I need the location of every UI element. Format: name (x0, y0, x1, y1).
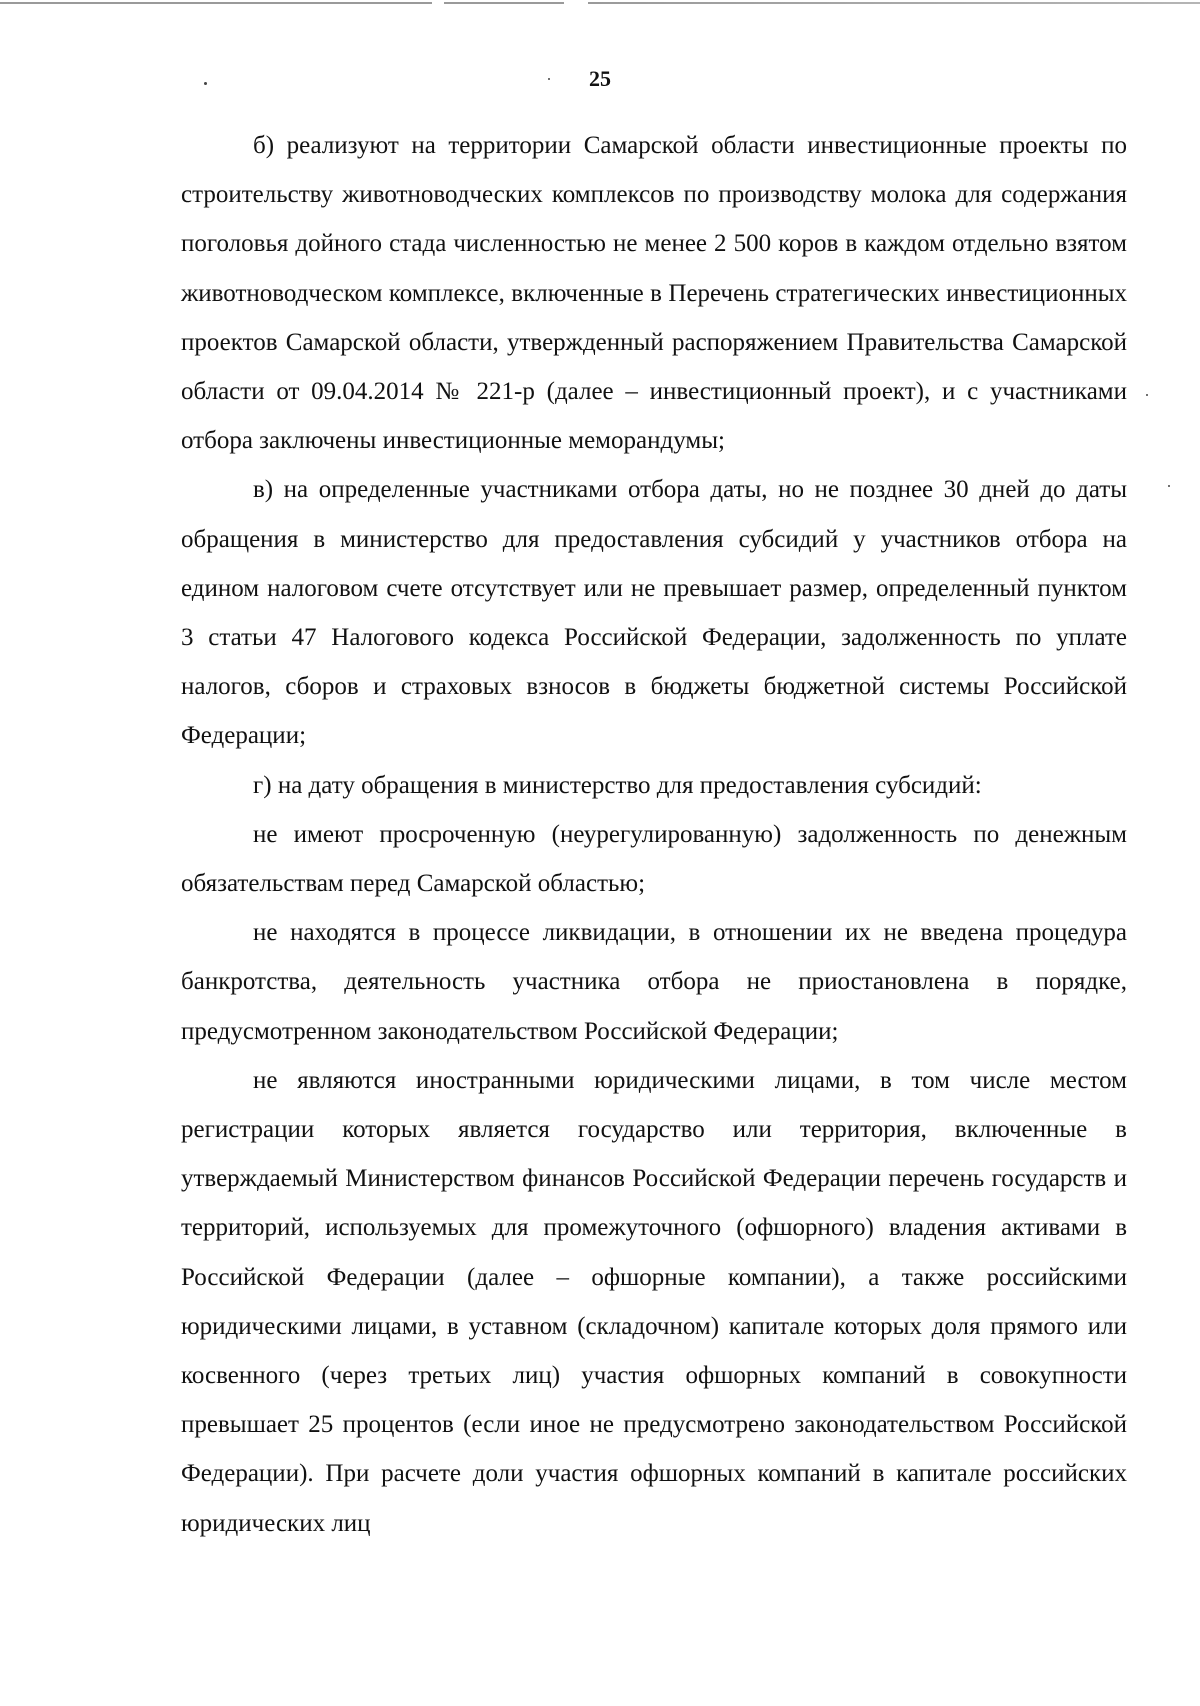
paragraph-g: г) на дату обращения в министерство для предоставления субсидий: (253, 771, 982, 799)
paragraph-v: в) на определенные участниками отбора даты, но не позднее 30 дней до даты обращения в министерство для предоставления субсидий у участников отбора на едином налоговом счете отсутствует или не превышает размер, определенный пунктом 3 статьи 47 Налогового кодекса Российской Федерации, задолженность по уплате налогов, сборов и страховых взносов в бюджеты бюджетной системы Российской Федерации; (181, 476, 1127, 750)
paragraph-g-offshore: не являются иностранными юридическими лицами, в том числе местом регистрации которых является государство или территория, включенные в утверждаемый Министерством финансов Российской Федерации перечень государств и территорий, используемых для промежуточного (офшорного) владения активами в Российской Федерации (далее – офшорные компании), а также российскими юридическими лицами, в уставном (складочном) капитале которых доля прямого или косвенного (через третьих лиц) участия офшорных компаний в совокупности превышает 25 процентов (если иное не предусмотрено законодательством Российской Федерации). При расчете доли участия офшорных компаний в капитале российских юридических лиц (181, 1066, 1127, 1537)
paragraph-g-debt: не имеют просроченную (неурегулированную) задолженность по денежным обязательствам перед Самарской областью; (181, 820, 1127, 898)
scan-edge-line (0, 2, 1200, 4)
document-body (181, 121, 1127, 1548)
scan-speck (1168, 485, 1170, 487)
page-number: 25 (589, 66, 611, 91)
scan-speck (1146, 394, 1148, 396)
paragraph-b: б) реализуют на территории Самарской области инвестиционные проекты по строительству животноводческих комплексов по производству молока для содержания поголовья дойного стада численностью не менее 2 500 коров в каждом отдельно взятом животноводческом комплексе, включенные в Перечень стратегических инвестиционных проектов Самарской области, утвержденный распоряжением Правительства Самарской области от 09.04.2014 № 221-р (далее – инвестиционный проект), и с участниками отбора заключены инвестиционные меморандумы; (181, 132, 1127, 455)
paragraph-g-liquidation: не находятся в процессе ликвидации, в отношении их не введена процедура банкротства, деятельность участника отбора не приостановлена в порядке, предусмотренном законодательством Российской Федерации; (181, 919, 1127, 1045)
